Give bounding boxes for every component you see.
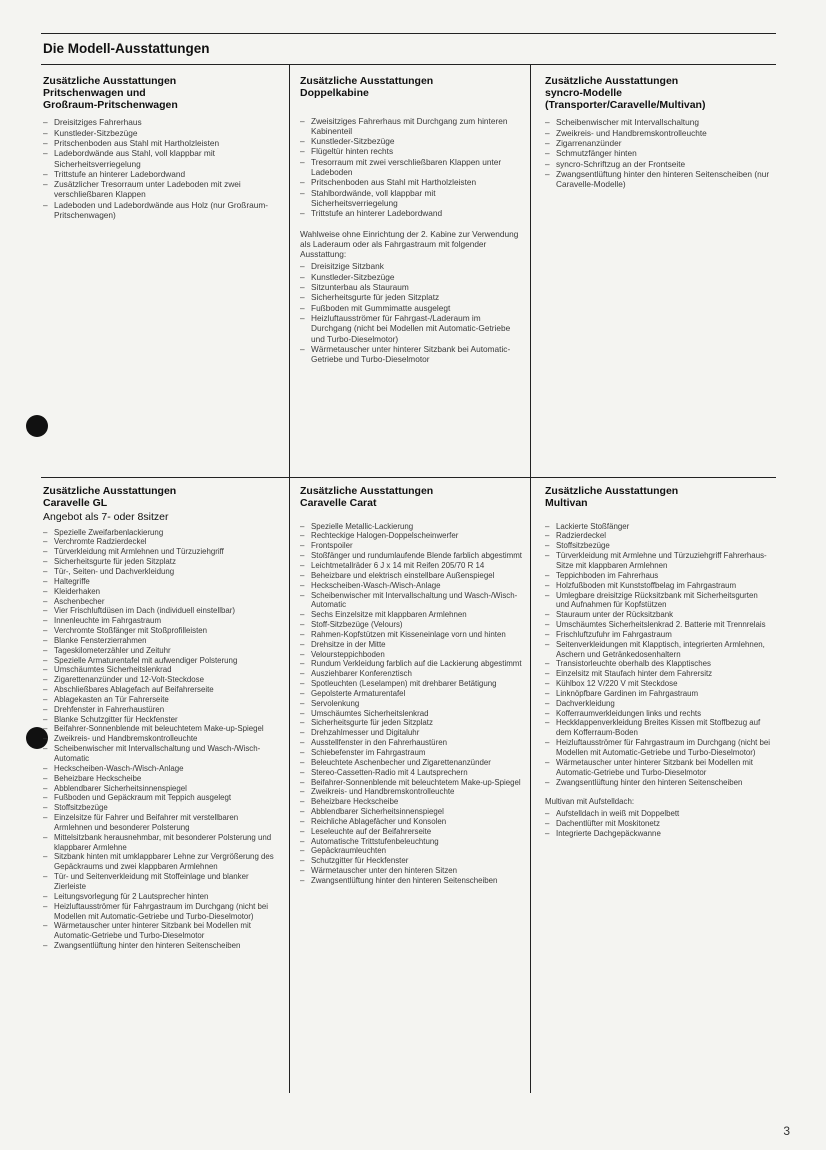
list-item: – syncro-Schriftzug an der Frontseite (545, 159, 773, 169)
list-item: – Trittstufe an hinterer Ladebordwand (43, 169, 275, 179)
binder-hole (26, 415, 48, 437)
list-item: – Zwangsentlüftung hinter den hinteren Seitenscheiben (300, 876, 522, 886)
list-item: – Stoffsitzbezüge (545, 541, 773, 551)
list-item: – Beheizbare Heckscheibe (300, 797, 522, 807)
list-item: – Türverkleidung mit Armlehnen und Türzuziehgriff (43, 547, 275, 557)
list-item: – Spezielle Zweifarbenlackierung (43, 528, 275, 538)
list-item: – Tür- und Seitenverkleidung mit Stoffeinlage und blanker Zierleiste (43, 872, 275, 892)
list-item: – Verchromte Stoßfänger mit Stoßprofilleisten (43, 626, 275, 636)
column-pritschenwagen (43, 76, 275, 220)
list-item: – Vier Frischluftdüsen im Dach (individuell einstellbar) (43, 606, 275, 616)
list-item: – Heizluftausströmer für Fahrgast-/Laderaum im Durchgang (nicht bei Modellen mit Automatic-Getriebe und Turbo-Dieselmotor) (300, 313, 522, 344)
list-item: – Haltegriffe (43, 577, 275, 587)
list-item: – Beifahrer-Sonnenblende mit beleuchtetem Make-up-Spiegel (43, 724, 275, 734)
list-item: – Zweisitziges Fahrerhaus mit Durchgang zum hinteren Kabinenteil (300, 116, 522, 137)
list-item: – Heckklappenverkleidung Breites Kissen mit Stoffbezug auf dem Kofferraum-Boden (545, 718, 773, 738)
list-item: – Wärmetauscher unter den hinteren Sitzen (300, 866, 522, 876)
list-item: – Heckscheiben-Wasch-/Wisch-Anlage (300, 581, 522, 591)
list-item: – Stauraum unter der Rücksitzbank (545, 610, 773, 620)
column-heading (545, 486, 773, 510)
column-heading (300, 76, 522, 100)
heading-line: Caravelle Carat (300, 496, 377, 509)
heading-line: Doppelkabine (300, 86, 369, 99)
column-heading (43, 76, 275, 111)
mid-rule (41, 477, 776, 478)
list-item: – Verchromte Radzierdeckel (43, 537, 275, 547)
list-item: – Stoff-Sitzbezüge (Velours) (300, 620, 522, 630)
list-item: – Leitungsvorlegung für 2 Lautsprecher hinten (43, 892, 275, 902)
column-heading (545, 76, 773, 111)
list-item: – Teppichboden im Fahrerhaus (545, 571, 773, 581)
list-item: – Fußboden und Gepäckraum mit Teppich ausgelegt (43, 793, 275, 803)
list-item: – Umlegbare dreisitzige Rücksitzbank mit Sicherheitsgurten und Aufnahmen für Kopfstützen (545, 591, 773, 611)
list-item: – Einzelsitz mit Staufach hinter dem Fahrersitz (545, 669, 773, 679)
column-heading (43, 486, 275, 510)
heading-line: Multivan (545, 496, 588, 509)
list-item: – Ladebordwände aus Stahl, voll klappbar mit Sicherheitsverriegelung (43, 148, 275, 169)
option-note: Multivan mit Aufstelldach: (545, 797, 635, 807)
list-item: – Leseleuchte auf der Beifahrerseite (300, 827, 522, 837)
list-item: – Sicherheitsgurte für jeden Sitzplatz (43, 557, 275, 567)
list-item: – Zwangsentlüftung hinter den hinteren Seitenscheiben (43, 941, 275, 951)
list-item: – Linknöpfbare Gardinen im Fahrgastraum (545, 689, 773, 699)
top-rule (41, 33, 776, 34)
list-item: – Gepäckraumleuchten (300, 846, 522, 856)
feature-list (545, 117, 773, 189)
list-item: – Drehfenster in Fahrerhaustüren (43, 705, 275, 715)
heading-line: Zusätzliche Ausstattungen (43, 75, 177, 87)
feature-list (545, 522, 773, 788)
list-item: – Wärmetauscher unter hinterer Sitzbank bei Modellen mit Automatic-Getriebe und Turbo-Dieselmotor (545, 758, 773, 778)
list-item: – Heckscheiben-Wasch-/Wisch-Anlage (43, 764, 275, 774)
list-item: – Mittelsitzbank herausnehmbar, mit besonderer Polsterung und klappbarer Armlehne (43, 833, 275, 853)
list-item: – Veloursteppichboden (300, 650, 522, 660)
list-item: – Stoffsitzbezüge (43, 803, 275, 813)
list-item: – Flügeltür hinten rechts (300, 146, 522, 156)
list-item: – Dachentlüfter mit Moskitonetz (545, 819, 773, 829)
list-item: – Gepolsterte Armaturentafel (300, 689, 522, 699)
list-item: – Einzelsitze für Fahrer und Beifahrer mit verstellbaren Armlehnen und besonderer Polsterung (43, 813, 275, 833)
list-item: – Schutzgitter für Heckfenster (300, 856, 522, 866)
list-item: – Abblendbarer Sicherheitsinnenspiegel (43, 784, 275, 794)
list-item: – Radzierdeckel (545, 531, 773, 541)
list-item: – Pritschenboden aus Stahl mit Hartholzleisten (43, 138, 275, 148)
list-item: – Integrierte Dachgepäckwanne (545, 829, 773, 839)
list-item: – Spezielle Metallic-Lackierung (300, 522, 522, 532)
heading-line: Zusätzliche Ausstattungen (545, 75, 679, 87)
list-item: – Pritschenboden aus Stahl mit Hartholzleisten (300, 177, 522, 187)
list-item: – Ladeboden und Ladebordwände aus Holz (nur Großraum-Pritschenwagen) (43, 200, 275, 221)
col-divider-bottom-1 (289, 478, 290, 1093)
feature-list (300, 116, 522, 219)
heading-line: Pritschenwagen und (43, 86, 146, 99)
list-item: – Drehzahlmesser und Digitaluhr (300, 728, 522, 738)
feature-list (43, 117, 275, 220)
col-divider-top-1 (289, 65, 290, 477)
list-item: – Beleuchtete Aschenbecher und Zigarettenanzünder (300, 758, 522, 768)
list-item: – Zweikreis- und Handbremskontrolleuchte (43, 734, 275, 744)
feature-list (300, 261, 522, 364)
list-item: – Frontspoiler (300, 541, 522, 551)
list-item: – Innenleuchte im Fahrgastraum (43, 616, 275, 626)
list-item: – Zusätzlicher Tresorraum unter Ladeboden mit zwei verschließbaren Klappen (43, 179, 275, 200)
list-item: – Seitenverkleidungen mit Klapptisch, integrierten Armlehnen, Aschern und Getränkedosenhaltern (545, 640, 773, 660)
list-item: – Tresorraum mit zwei verschließbaren Klappen unter Ladeboden (300, 157, 522, 178)
list-item: – Kühlbox 12 V/220 V mit Steckdose (545, 679, 773, 689)
list-item: – Tageskilometerzähler und Zeituhr (43, 646, 275, 656)
list-item: – Sicherheitsgurte für jeden Sitzplatz (300, 718, 522, 728)
heading-line: Zusätzliche Ausstattungen (43, 485, 177, 497)
list-item: – Abschließbares Ablagefach auf Beifahrerseite (43, 685, 275, 695)
heading-line: syncro-Modelle (545, 86, 623, 99)
list-item: – Heizluftausströmer für Fahrgastraum im Durchgang (nicht bei Modellen mit Automatic-Getriebe und Turbo-Dieselmotor) (43, 902, 275, 922)
list-item: – Beheizbare Heckscheibe (43, 774, 275, 784)
list-item: – Aufstelldach in weiß mit Doppelbett (545, 809, 773, 819)
list-item: – Stahlbordwände, voll klappbar mit Sicherheitsverriegelung (300, 188, 522, 209)
list-item: – Rundum Verkleidung farblich auf die Lackierung abgestimmt (300, 659, 522, 669)
column-syncro (545, 76, 773, 189)
col-divider-top-2 (530, 65, 531, 477)
list-item: – Kunstleder-Sitzbezüge (43, 128, 275, 138)
list-item: – Reichliche Ablagefächer und Konsolen (300, 817, 522, 827)
list-item: – Scheibenwischer mit Intervallschaltung (545, 117, 773, 127)
list-item: – Beifahrer-Sonnenblende mit beleuchtetem Make-up-Spiegel (300, 778, 522, 788)
list-item: – Kleiderhaken (43, 587, 275, 597)
title-underline (41, 64, 776, 65)
heading-line: Großraum-Pritschenwagen (43, 98, 178, 111)
list-item: – Dachverkleidung (545, 699, 773, 709)
list-item: – Sicherheitsgurte für jeden Sitzplatz (300, 292, 522, 302)
list-item: – Servolenkung (300, 699, 522, 709)
list-item: – Transistorleuchte oberhalb des Klapptisches (545, 659, 773, 669)
list-item: – Zigarrenanzünder (545, 138, 773, 148)
list-item: – Holzfußboden mit Kunststoffbelag im Fahrgastraum (545, 581, 773, 591)
list-item: – Türverkleidung mit Armlehne und Türzuziehgriff Fahrerhaus-Sitze mit klappbaren Armlehnen (545, 551, 773, 571)
list-item: – Rechteckige Halogen-Doppelscheinwerfer (300, 531, 522, 541)
list-item: – Heizluftausströmer für Fahrgastraum im Durchgang (nicht bei Modellen mit Automatic-Getriebe und Turbo-Dieselmotor) (545, 738, 773, 758)
list-item: – Zwangsentlüftung hinter den hinteren Seitenscheiben (nur Caravelle-Modelle) (545, 169, 773, 190)
list-item: – Umschäumtes Sicherheitslenkrad 2. Batterie mit Trennrelais (545, 620, 773, 630)
list-item: – Tür-, Seiten- und Dachverkleidung (43, 567, 275, 577)
option-note: Wahlweise ohne Einrichtung der 2. Kabine zur Verwendung als Laderaum oder als Fahrgastraum mit folgender Ausstattung: (300, 228, 519, 260)
heading-line: Zusätzliche Ausstattungen (300, 75, 434, 87)
list-item: – Wärmetauscher unter hinterer Sitzbank bei Modellen mit Automatic-Getriebe und Turbo-Dieselmotor (43, 921, 275, 941)
list-item: – Drehsitze in der Mitte (300, 640, 522, 650)
feature-list (43, 528, 275, 951)
feature-list (545, 809, 773, 839)
list-item: – Dreisitziges Fahrerhaus (43, 117, 275, 127)
heading-line: Caravelle GL (43, 496, 108, 509)
list-item: – Frischluftzufuhr im Fahrgastraum (545, 630, 773, 640)
list-item: – Kunstleder-Sitzbezüge (300, 136, 522, 146)
list-item: – Spotleuchten (Leselampen) mit drehbarer Betätigung (300, 679, 522, 689)
list-item: – Dreisitzige Sitzbank (300, 261, 522, 271)
list-item: – Kofferraumverkleidungen links und rechts (545, 709, 773, 719)
list-item: – Sechs Einzelsitze mit klappbaren Armlehnen (300, 610, 522, 620)
list-item: – Fußboden mit Gummimatte ausgelegt (300, 303, 522, 313)
column-multivan (545, 486, 773, 839)
list-item: – Kunstleder-Sitzbezüge (300, 272, 522, 282)
heading-line: (Transporter/Caravelle/Multivan) (545, 98, 706, 111)
page-number: 3 (783, 1124, 790, 1138)
column-subheading: Angebot als 7- oder 8sitzer (43, 510, 169, 523)
list-item: – Automatische Trittstufenbeleuchtung (300, 837, 522, 847)
list-item: – Sitzunterbau als Stauraum (300, 282, 522, 292)
list-item: – Ausstellfenster in den Fahrerhaustüren (300, 738, 522, 748)
column-caravelle-gl (43, 486, 275, 951)
list-item: – Rahmen-Kopfstützen mit Kisseneinlage vorn und hinten (300, 630, 522, 640)
col-divider-bottom-2 (530, 478, 531, 1093)
column-doppelkabine (300, 76, 522, 364)
list-item: – Zigarettenanzünder und 12-Volt-Steckdose (43, 675, 275, 685)
list-item: – Scheibenwischer mit Intervallschaltung und Wasch-/Wisch-Automatic (43, 744, 275, 764)
list-item: – Zweikreis- und Handbremskontrolleuchte (300, 787, 522, 797)
feature-list (300, 522, 522, 886)
list-item: – Ablagekasten an Tür Fahrerseite (43, 695, 275, 705)
list-item: – Ausziehbarer Konferenztisch (300, 669, 522, 679)
column-caravelle-carat (300, 486, 522, 886)
list-item: – Wärmetauscher unter hinterer Sitzbank bei Automatic-Getriebe und Turbo-Dieselmotor (300, 344, 522, 365)
heading-line: Zusätzliche Ausstattungen (545, 485, 679, 497)
list-item: – Zwangsentlüftung hinter den hinteren Seitenscheiben (545, 778, 773, 788)
list-item: – Aschenbecher (43, 597, 275, 607)
list-item: – Stereo-Cassetten-Radio mit 4 Lautsprechern (300, 768, 522, 778)
list-item: – Stoßfänger und rundumlaufende Blende farblich abgestimmt (300, 551, 522, 561)
column-heading (300, 486, 522, 510)
heading-line: Zusätzliche Ausstattungen (300, 485, 434, 497)
list-item: – Abblendbarer Sicherheitsinnenspiegel (300, 807, 522, 817)
list-item: – Spezielle Armaturentafel mit aufwendiger Polsterung (43, 656, 275, 666)
list-item: – Umschäumtes Sicherheitslenkrad (300, 709, 522, 719)
list-item: – Zweikreis- und Handbremskontrolleuchte (545, 128, 773, 138)
page-title: Die Modell-Ausstattungen (43, 41, 210, 56)
list-item: – Lackierte Stoßfänger (545, 522, 773, 532)
list-item: – Blanke Fensterzierrahmen (43, 636, 275, 646)
list-item: – Schmutzfänger hinten (545, 148, 773, 158)
list-item: – Trittstufe an hinterer Ladebordwand (300, 208, 522, 218)
list-item: – Umschäumtes Sicherheitslenkrad (43, 665, 275, 675)
list-item: – Leichtmetallräder 6 J x 14 mit Reifen 205/70 R 14 (300, 561, 522, 571)
list-item: – Scheibenwischer mit Intervallschaltung und Wasch-/Wisch-Automatic (300, 591, 522, 611)
list-item: – Schiebefenster im Fahrgastraum (300, 748, 522, 758)
list-item: – Blanke Schutzgitter für Heckfenster (43, 715, 275, 725)
list-item: – Beheizbare und elektrisch einstellbare Außenspiegel (300, 571, 522, 581)
list-item: – Sitzbank hinten mit umklappbarer Lehne zur Vergrößerung des Gepäckraums und zwei klappbaren Armlehnen (43, 852, 275, 872)
